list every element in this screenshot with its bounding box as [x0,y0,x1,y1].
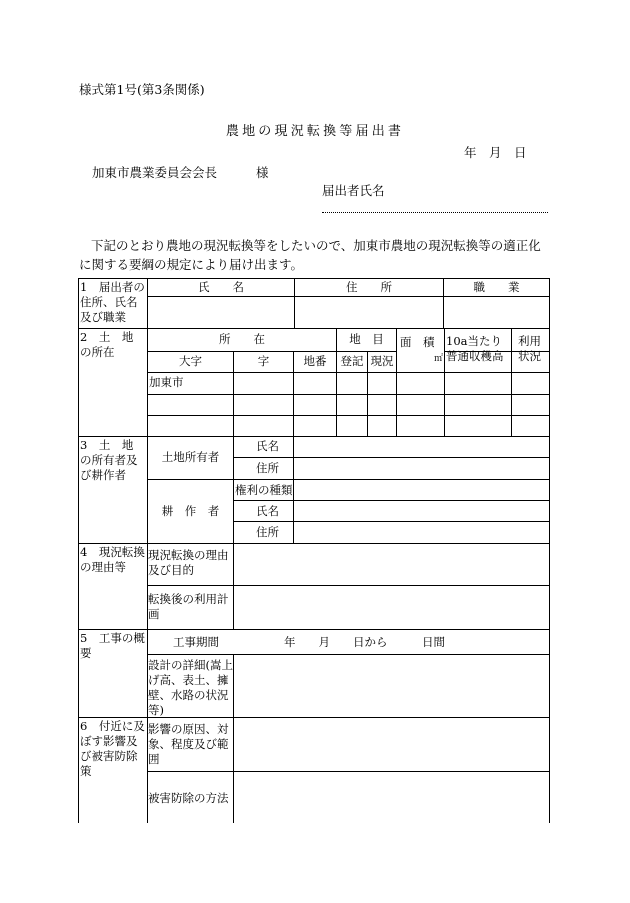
col-use-header: 利用状況 [518,334,541,363]
col-location-header: 所 在 [219,332,265,346]
owner-address-label: 住所 [256,461,279,475]
col-oaza-header: 大字 [179,354,202,368]
landowner-label: 土地所有者 [161,450,220,464]
col-occupation-header: 職 業 [473,280,520,294]
design-details-input[interactable] [234,655,550,717]
owner-cultivator-inputs[interactable] [294,437,550,543]
land-location-rows[interactable] [148,395,550,436]
owner-name-label: 氏名 [256,439,279,453]
section-5-label: 5 工事の概要 [80,631,145,660]
addressee-honorific: 様 [256,165,269,180]
col-registered-header: 登記 [340,354,364,368]
date-line: 年 月 日 [464,145,527,160]
section-6-label: 6 付近に及ぼす影響及び被害防除策 [80,719,145,778]
intro-text: 下記のとおり農地の現況転換等をしたいので、加東市農地の現況転換等の適正化に関する要綱の規定により届け出ます。 [79,238,541,272]
col-yield-header: 10a当たり普通収穫高 [446,334,504,363]
applicant-name-label: 届出者氏名 [322,183,385,198]
design-details-label: 設計の詳細(嵩上げ高、表土、擁壁、水路の状況等) [148,658,233,717]
section-1-label: 1 届出者の住所、氏名及び職業 [80,280,145,324]
right-type-label: 権利の種類 [235,483,293,497]
impact-inputs[interactable] [234,718,550,823]
col-area-header: 面 積 [400,335,435,349]
col-aza-header: 字 [257,354,270,368]
impact-cause-label: 影響の原因、対象、程度及び範囲 [148,722,229,766]
col-address-header: 住 所 [346,280,392,294]
area-unit: ㎡ [434,354,444,364]
construction-period-label: 工事期間 [173,635,219,649]
reason-label: 現況転換の理由及び目的 [148,548,229,577]
cultivator-address-label: 住所 [256,525,279,539]
document-title: 農地の現況転換等届出書 [225,124,405,139]
col-name-header: 氏 名 [198,280,244,294]
form-number: 様式第1号(第3条関係) [79,82,205,97]
col-current-header: 現況 [370,354,394,368]
applicant-name-field[interactable] [322,212,548,213]
section-2-label: 2 土 地 の所在 [80,330,145,359]
construction-period-line: 年 月 日から 日間 [284,635,445,649]
addressee: 加東市農業委員会会長 [92,165,218,180]
applicant-occupation-input[interactable] [444,297,549,328]
applicant-name-input[interactable] [148,297,294,328]
applicant-address-input[interactable] [295,297,443,328]
city-prefix: 加東市 [149,375,184,389]
col-land-category-header: 地 目 [349,332,384,346]
usage-plan-label: 転換後の利用計画 [148,592,229,621]
section-3-label: 3 土 地 の所有者及び耕作者 [80,438,145,482]
cultivator-name-label: 氏名 [256,504,279,518]
form-table [78,278,550,823]
section-4-label: 4 現況転換の理由等 [80,545,145,574]
reason-plan-inputs[interactable] [234,544,550,629]
col-chiban-header: 地番 [303,354,327,368]
cultivator-label: 耕 作 者 [161,504,220,518]
damage-prevention-label: 被害防除の方法 [148,791,229,805]
